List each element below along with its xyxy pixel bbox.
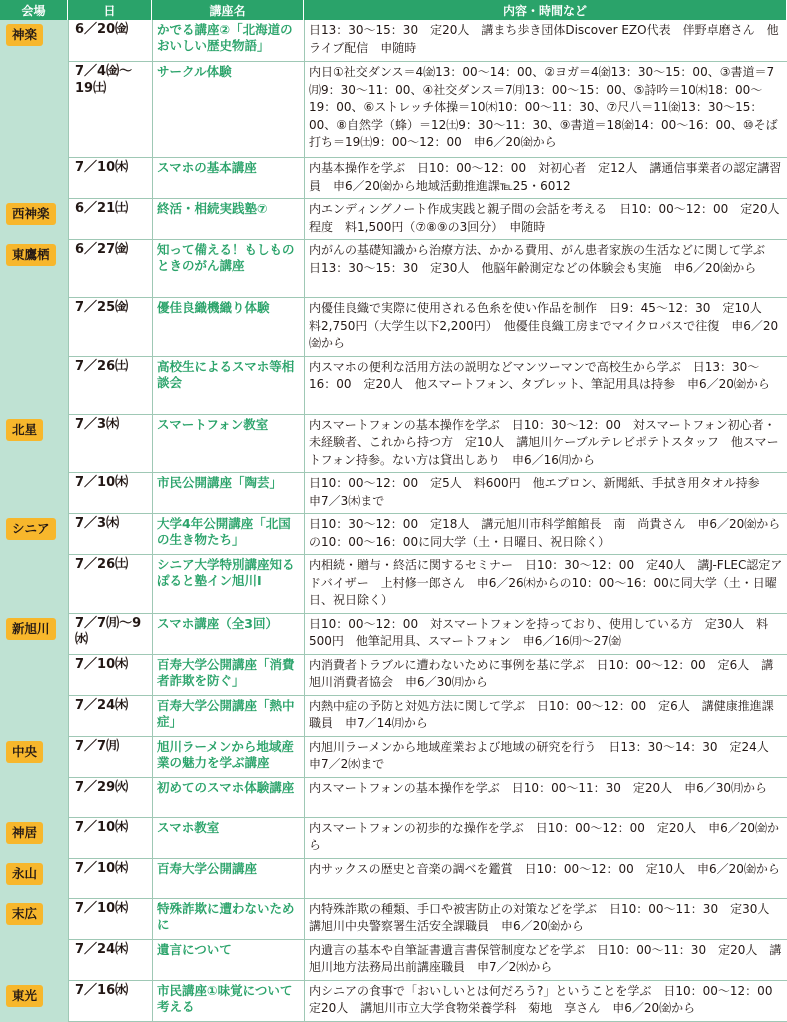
- course-details: 内優佳良織で実際に使用される色糸を使い作品を制作 日9：45～12：30 定10人 料2,750円（大学生以下2,200円） 他優佳良織工房までマイクロバスで往復 申6／20㈮から: [304, 298, 787, 357]
- course-details: 内スマートフォンの基本操作を学ぶ 日10：30～12：00 対スマートフォン初心者・未経験者、これから持つ方 定10人 講旭川ケーブルテレビポテトスタッフ 他スマートフォン持参。ない方は貸出しあり 申6／16㈪から: [304, 415, 787, 474]
- venue-label: 永山: [6, 863, 43, 885]
- date-cell: 7／10㈭: [68, 655, 152, 696]
- table-row: [0, 62, 787, 158]
- course-name: 知って備える！もしものときのがん講座: [152, 240, 304, 298]
- venue-cell: [0, 240, 68, 298]
- table-row: [0, 981, 787, 1022]
- table-row: [0, 199, 787, 240]
- table-row: [0, 473, 787, 514]
- course-details: 内旭川ラーメンから地域産業および地域の研究を行う 日13：30～14：30 定24人 申7／2㈬まで: [304, 737, 787, 778]
- date-cell: 7／7㈪: [68, 737, 152, 778]
- course-details: 日10：00～12：00 対スマートフォンを持っており、使用している方 定30人 料500円 他筆記用具、スマートフォン 申6／16㈪～27㈮: [304, 614, 787, 655]
- header-details: 内容・時間など: [304, 0, 787, 20]
- course-details: 内サックスの歴史と音楽の調べを鑑賞 日10：00～12：00 定10人 申6／20㈮から: [304, 859, 787, 899]
- venue-cell: [0, 555, 68, 614]
- venue-label: 新旭川: [6, 618, 56, 640]
- course-name: 百寿大学公開講座「消費者詐欺を防ぐ」: [152, 655, 304, 696]
- header-date: 日: [68, 0, 152, 20]
- venue-cell: [0, 778, 68, 818]
- table-row: [0, 555, 787, 614]
- course-name: 優佳良織機織り体験: [152, 298, 304, 357]
- table-row: [0, 899, 787, 940]
- course-name: 大学4年公開講座「北国の生き物たち」: [152, 514, 304, 555]
- date-cell: 7／4㈮～19㈯: [68, 62, 152, 158]
- course-name: 特殊詐欺に遭わないために: [152, 899, 304, 940]
- course-name: 遺言について: [152, 940, 304, 981]
- venue-cell: [0, 415, 68, 474]
- venue-label: 神楽: [6, 24, 43, 46]
- venue-cell: [0, 158, 68, 199]
- course-name: 高校生によるスマホ等相談会: [152, 357, 304, 415]
- header-course: 講座名: [152, 0, 304, 20]
- course-details: 内遺言の基本や自筆証書遺言書保管制度などを学ぶ 日10：00～11：30 定20人 講旭川地方法務局出前講座職員 申7／2㈬から: [304, 940, 787, 981]
- venue-cell: [0, 859, 68, 899]
- venue-cell: [0, 940, 68, 981]
- table-row: [0, 415, 787, 474]
- date-cell: 7／10㈭: [68, 473, 152, 514]
- table-row: [0, 940, 787, 981]
- course-details: 内エンディングノート作成実践と親子間の会話を考える 日10：00～12：00 定20人程度 料1,500円（⑦⑧⑨の3回分） 申随時: [304, 199, 787, 240]
- date-cell: 7／25㈮: [68, 298, 152, 357]
- course-name: スマートフォン教室: [152, 415, 304, 474]
- course-name: サークル体験: [152, 62, 304, 158]
- venue-label: 東鷹栖: [6, 244, 56, 266]
- venue-label: シニア: [6, 518, 56, 540]
- date-cell: 7／7㈪～9㈬: [68, 614, 152, 655]
- table-row: [0, 737, 787, 778]
- course-name: 初めてのスマホ体験講座: [152, 778, 304, 818]
- course-name: 百寿大学公開講座「熱中症」: [152, 696, 304, 737]
- venue-cell: [0, 20, 68, 62]
- course-details: 内日①社交ダンス＝4㈮13：00～14：00、②ヨガ＝4㈮13：30～15：00、③書道＝7㈪9：30～11：00、④社交ダンス＝7㈪13：00～15：00、⑤詩吟＝10㈭18：00～19：00、⑥ストレッチ体操＝10㈭10：00～11：30、⑦尺八＝11㈮13：30～15：00、⑧自然学（蜂）＝12㈯9：30～11：30、⑨書道＝18㈮14：00～16：00、⑩そば打ち＝19㈯9：00～12：00 申6／20㈮から: [304, 62, 787, 158]
- course-details: 内スマートフォンの基本操作を学ぶ 日10：00～11：30 定20人 申6／30㈪から: [304, 778, 787, 818]
- course-name: 市民講座①味覚について考える: [152, 981, 304, 1022]
- venue-label: 末広: [6, 903, 43, 925]
- venue-cell: [0, 614, 68, 655]
- table-row: [0, 514, 787, 555]
- date-cell: 7／10㈭: [68, 899, 152, 940]
- venue-cell: [0, 981, 68, 1022]
- course-details: 日10：00～12：00 定5人 料600円 他エプロン、新聞紙、手拭き用タオル持参 申7／3㈭まで: [304, 473, 787, 514]
- date-cell: 6／20㈮: [68, 20, 152, 62]
- course-details: 内基本操作を学ぶ 日10：00～12：00 対初心者 定12人 講通信事業者の認定講習員 申6／20㈮から地域活動推進課℡25・6012: [304, 158, 787, 199]
- venue-cell: [0, 62, 68, 158]
- course-details: 内がんの基礎知識から治療方法、かかる費用、がん患者家族の生活などに関して学ぶ 日13：30～15：30 定30人 他脳年齢測定などの体験会も実施 申6／20㈮から: [304, 240, 787, 298]
- course-name: スマホ教室: [152, 818, 304, 859]
- venue-cell: [0, 655, 68, 696]
- course-name: シニア大学特別講座知るぽると塾イン旭川Ⅰ: [152, 555, 304, 614]
- table-row: [0, 778, 787, 818]
- date-cell: 7／26㈯: [68, 357, 152, 415]
- date-cell: 7／10㈭: [68, 158, 152, 199]
- date-cell: 7／26㈯: [68, 555, 152, 614]
- date-cell: 6／27㈮: [68, 240, 152, 298]
- venue-cell: [0, 899, 68, 940]
- venue-label: 東光: [6, 985, 43, 1007]
- date-cell: 7／3㈭: [68, 514, 152, 555]
- venue-cell: [0, 514, 68, 555]
- date-cell: 7／24㈭: [68, 696, 152, 737]
- table-row: [0, 357, 787, 415]
- venue-label: 神居: [6, 822, 43, 844]
- date-cell: 7／16㈬: [68, 981, 152, 1022]
- venue-cell: [0, 298, 68, 357]
- table-header-row: [0, 0, 787, 20]
- date-cell: 7／10㈭: [68, 818, 152, 859]
- date-cell: 7／10㈭: [68, 859, 152, 899]
- course-name: 市民公開講座「陶芸」: [152, 473, 304, 514]
- course-details: 内シニアの食事で「おいしいとは何だろう?」ということを学ぶ 日10：00～12：00 定20人 講旭川市立大学食物栄養学科 菊地 享さん 申6／20㈮から: [304, 981, 787, 1022]
- table-row: [0, 696, 787, 737]
- course-details: 内特殊詐欺の種類、手口や被害防止の対策などを学ぶ 日10：00～11：30 定30人 講旭川中央警察署生活安全課職員 申6／20㈮から: [304, 899, 787, 940]
- date-cell: 6／21㈯: [68, 199, 152, 240]
- venue-label: 北星: [6, 419, 43, 441]
- course-details: 内熱中症の予防と対処方法に関して学ぶ 日10：00～12：00 定6人 講健康推進課職員 申7／14㈪から: [304, 696, 787, 737]
- course-details: 日13：30～15：30 定20人 講まち歩き団体Discover EZO代表 伴野卓磨さん 他ライブ配信 申随時: [304, 20, 787, 62]
- course-details: 内スマホの便利な活用方法の説明などマンツーマンで高校生から学ぶ 日13：30～16：00 定20人 他スマートフォン、タブレット、筆記用具は持参 申6／20㈮から: [304, 357, 787, 415]
- course-name: 百寿大学公開講座: [152, 859, 304, 899]
- table-row: [0, 614, 787, 655]
- course-name: かでる講座②「北海道のおいしい歴史物語」: [152, 20, 304, 62]
- course-name: スマホの基本講座: [152, 158, 304, 199]
- course-details: 内スマートフォンの初歩的な操作を学ぶ 日10：00～12：00 定20人 申6／20㈮から: [304, 818, 787, 859]
- table-row: [0, 655, 787, 696]
- table-row: [0, 240, 787, 298]
- table-row: [0, 158, 787, 199]
- course-name: 終活・相続実践塾⑦: [152, 199, 304, 240]
- course-details: 日10：30～12：00 定18人 講元旭川市科学館館長 南 尚貴さん 申6／20㈮からの10：00～16：00に同大学（土・日曜日、祝日除く）: [304, 514, 787, 555]
- venue-cell: [0, 737, 68, 778]
- table-row: [0, 859, 787, 899]
- course-details: 内消費者トラブルに遭わないために事例を基に学ぶ 日10：00～12：00 定6人 講旭川消費者協会 申6／30㈪から: [304, 655, 787, 696]
- venue-cell: [0, 696, 68, 737]
- table-row: [0, 298, 787, 357]
- venue-label: 西神楽: [6, 203, 56, 225]
- course-details: 内相続・贈与・終活に関するセミナー 日10：30～12：00 定40人 講J-FLEC認定アドバイザー 上村修一郎さん 申6／26㈭からの10：00～16：00に同大学（土・日曜日、祝日除く）: [304, 555, 787, 614]
- venue-cell: [0, 818, 68, 859]
- header-venue: 会場: [0, 0, 68, 20]
- venue-cell: [0, 357, 68, 415]
- date-cell: 7／3㈭: [68, 415, 152, 474]
- table-row: [0, 818, 787, 859]
- course-name: スマホ講座（全3回）: [152, 614, 304, 655]
- venue-label: 中央: [6, 741, 43, 763]
- table-row: [0, 20, 787, 62]
- date-cell: 7／24㈭: [68, 940, 152, 981]
- date-cell: 7／29㈫: [68, 778, 152, 818]
- course-name: 旭川ラーメンから地域産業の魅力を学ぶ講座: [152, 737, 304, 778]
- venue-cell: [0, 199, 68, 240]
- venue-cell: [0, 473, 68, 514]
